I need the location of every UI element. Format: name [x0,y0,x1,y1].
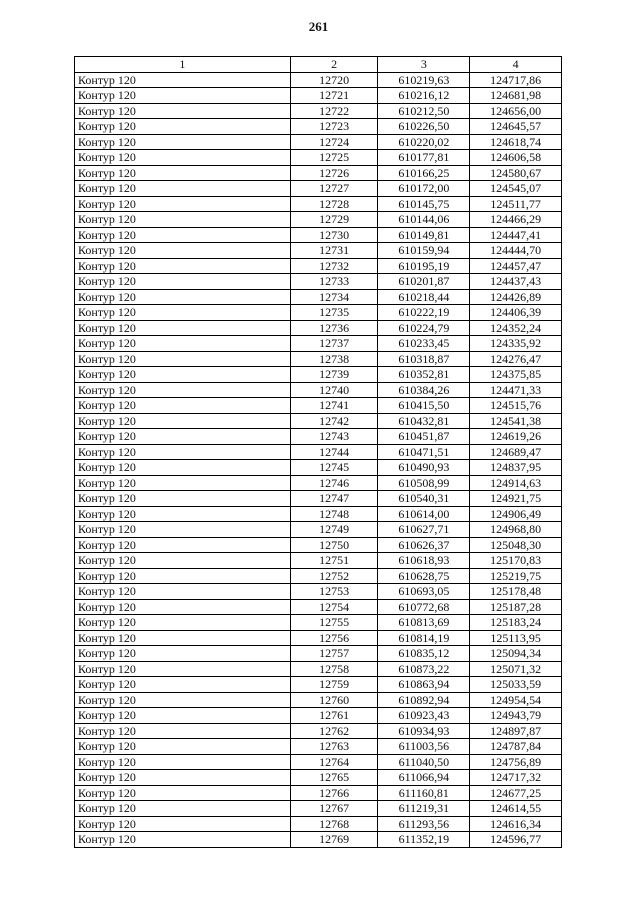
point-number-cell: 12743 [290,429,378,445]
column-header-4: 4 [470,57,562,73]
point-number-cell: 12721 [290,88,378,104]
table-row [75,336,562,352]
table-row [75,708,562,724]
x-coordinate-cell: 610873,22 [378,661,470,677]
point-number-cell: 12753 [290,584,378,600]
x-coordinate-cell: 610892,94 [378,692,470,708]
point-number-cell: 12733 [290,274,378,290]
x-coordinate-cell: 610415,50 [378,398,470,414]
table-row [75,630,562,646]
contour-name-cell: Контур 120 [75,320,291,336]
y-coordinate-cell: 124689,47 [470,444,562,460]
contour-name-cell: Контур 120 [75,382,291,398]
contour-name-cell: Контур 120 [75,429,291,445]
x-coordinate-cell: 610201,87 [378,274,470,290]
contour-name-cell: Контур 120 [75,801,291,817]
point-number-cell: 12737 [290,336,378,352]
table-row [75,460,562,476]
x-coordinate-cell: 610219,63 [378,72,470,88]
table-row [75,568,562,584]
point-number-cell: 12759 [290,677,378,693]
y-coordinate-cell: 125048,30 [470,537,562,553]
point-number-cell: 12728 [290,196,378,212]
contour-name-cell: Контур 120 [75,785,291,801]
x-coordinate-cell: 610626,37 [378,537,470,553]
y-coordinate-cell: 124447,41 [470,227,562,243]
point-number-cell: 12762 [290,723,378,739]
point-number-cell: 12729 [290,212,378,228]
table-row [75,754,562,770]
x-coordinate-cell: 610145,75 [378,196,470,212]
x-coordinate-cell: 611066,94 [378,770,470,786]
y-coordinate-cell: 124511,77 [470,196,562,212]
point-number-cell: 12766 [290,785,378,801]
x-coordinate-cell: 610614,00 [378,506,470,522]
contour-name-cell: Контур 120 [75,584,291,600]
table-row [75,832,562,848]
point-number-cell: 12735 [290,305,378,321]
column-header-1: 1 [75,57,291,73]
y-coordinate-cell: 124606,58 [470,150,562,166]
table-row [75,88,562,104]
contour-name-cell: Контур 120 [75,568,291,584]
point-number-cell: 12758 [290,661,378,677]
x-coordinate-cell: 610772,68 [378,599,470,615]
y-coordinate-cell: 125170,83 [470,553,562,569]
y-coordinate-cell: 125187,28 [470,599,562,615]
contour-name-cell: Контур 120 [75,119,291,135]
table-row [75,599,562,615]
table-row [75,646,562,662]
point-number-cell: 12747 [290,491,378,507]
point-number-cell: 12720 [290,72,378,88]
x-coordinate-cell: 610233,45 [378,336,470,352]
contour-name-cell: Контур 120 [75,88,291,104]
y-coordinate-cell: 124335,92 [470,336,562,352]
y-coordinate-cell: 124457,47 [470,258,562,274]
y-coordinate-cell: 124756,89 [470,754,562,770]
contour-name-cell: Контур 120 [75,351,291,367]
table-row [75,212,562,228]
point-number-cell: 12724 [290,134,378,150]
point-number-cell: 12761 [290,708,378,724]
point-number-cell: 12727 [290,181,378,197]
column-header-3: 3 [378,57,470,73]
y-coordinate-cell: 124677,25 [470,785,562,801]
table-row [75,227,562,243]
point-number-cell: 12752 [290,568,378,584]
contour-name-cell: Контур 120 [75,227,291,243]
point-number-cell: 12742 [290,413,378,429]
point-number-cell: 12736 [290,320,378,336]
x-coordinate-cell: 610628,75 [378,568,470,584]
table-row [75,72,562,88]
x-coordinate-cell: 610814,19 [378,630,470,646]
coordinates-table-body [75,57,562,848]
y-coordinate-cell: 124954,54 [470,692,562,708]
table-row [75,413,562,429]
point-number-cell: 12746 [290,475,378,491]
table-header-row [75,57,562,73]
table-row [75,553,562,569]
contour-name-cell: Контур 120 [75,165,291,181]
x-coordinate-cell: 610693,05 [378,584,470,600]
contour-name-cell: Контур 120 [75,475,291,491]
point-number-cell: 12723 [290,119,378,135]
point-number-cell: 12755 [290,615,378,631]
table-row [75,289,562,305]
y-coordinate-cell: 124787,84 [470,739,562,755]
y-coordinate-cell: 124837,95 [470,460,562,476]
contour-name-cell: Контур 120 [75,150,291,166]
contour-name-cell: Контур 120 [75,723,291,739]
x-coordinate-cell: 610159,94 [378,243,470,259]
table-row [75,320,562,336]
point-number-cell: 12764 [290,754,378,770]
point-number-cell: 12730 [290,227,378,243]
contour-name-cell: Контур 120 [75,336,291,352]
y-coordinate-cell: 124921,75 [470,491,562,507]
table-row [75,692,562,708]
x-coordinate-cell: 610149,81 [378,227,470,243]
point-number-cell: 12725 [290,150,378,166]
contour-name-cell: Контур 120 [75,413,291,429]
x-coordinate-cell: 610226,50 [378,119,470,135]
y-coordinate-cell: 124596,77 [470,832,562,848]
y-coordinate-cell: 124619,26 [470,429,562,445]
x-coordinate-cell: 610222,19 [378,305,470,321]
y-coordinate-cell: 125033,59 [470,677,562,693]
y-coordinate-cell: 124276,47 [470,351,562,367]
y-coordinate-cell: 124580,67 [470,165,562,181]
point-number-cell: 12748 [290,506,378,522]
table-row [75,103,562,119]
point-number-cell: 12731 [290,243,378,259]
table-row [75,243,562,259]
contour-name-cell: Контур 120 [75,72,291,88]
y-coordinate-cell: 124406,39 [470,305,562,321]
contour-name-cell: Контур 120 [75,599,291,615]
table-row [75,506,562,522]
y-coordinate-cell: 125113,95 [470,630,562,646]
y-coordinate-cell: 125219,75 [470,568,562,584]
table-row [75,522,562,538]
point-number-cell: 12768 [290,816,378,832]
x-coordinate-cell: 610490,93 [378,460,470,476]
table-row [75,491,562,507]
contour-name-cell: Контур 120 [75,305,291,321]
contour-name-cell: Контур 120 [75,522,291,538]
page-number: 261 [308,19,329,34]
y-coordinate-cell: 124897,87 [470,723,562,739]
contour-name-cell: Контур 120 [75,708,291,724]
contour-name-cell: Контур 120 [75,243,291,259]
table-row [75,398,562,414]
contour-name-cell: Контур 120 [75,367,291,383]
y-coordinate-cell: 124656,00 [470,103,562,119]
table-row [75,351,562,367]
point-number-cell: 12740 [290,382,378,398]
point-number-cell: 12750 [290,537,378,553]
table-row [75,274,562,290]
x-coordinate-cell: 610224,79 [378,320,470,336]
contour-name-cell: Контур 120 [75,661,291,677]
table-row [75,785,562,801]
table-row [75,801,562,817]
y-coordinate-cell: 124914,63 [470,475,562,491]
y-coordinate-cell: 125183,24 [470,615,562,631]
x-coordinate-cell: 610432,81 [378,413,470,429]
contour-name-cell: Контур 120 [75,289,291,305]
contour-name-cell: Контур 120 [75,196,291,212]
point-number-cell: 12745 [290,460,378,476]
table-row [75,537,562,553]
table-row [75,444,562,460]
x-coordinate-cell: 610195,19 [378,258,470,274]
contour-name-cell: Контур 120 [75,739,291,755]
point-number-cell: 12744 [290,444,378,460]
y-coordinate-cell: 124943,79 [470,708,562,724]
y-coordinate-cell: 124426,89 [470,289,562,305]
x-coordinate-cell: 611293,56 [378,816,470,832]
y-coordinate-cell: 124515,76 [470,398,562,414]
contour-name-cell: Контур 120 [75,677,291,693]
contour-name-cell: Контур 120 [75,537,291,553]
point-number-cell: 12756 [290,630,378,646]
point-number-cell: 12738 [290,351,378,367]
contour-name-cell: Контур 120 [75,832,291,848]
contour-name-cell: Контур 120 [75,258,291,274]
y-coordinate-cell: 124968,80 [470,522,562,538]
x-coordinate-cell: 610172,00 [378,181,470,197]
table-row [75,770,562,786]
y-coordinate-cell: 124352,24 [470,320,562,336]
table-row [75,181,562,197]
contour-name-cell: Контур 120 [75,491,291,507]
table-row [75,367,562,383]
point-number-cell: 12741 [290,398,378,414]
contour-name-cell: Контур 120 [75,553,291,569]
point-number-cell: 12726 [290,165,378,181]
table-row [75,475,562,491]
point-number-cell: 12754 [290,599,378,615]
contour-name-cell: Контур 120 [75,103,291,119]
y-coordinate-cell: 125071,32 [470,661,562,677]
point-number-cell: 12760 [290,692,378,708]
point-number-cell: 12765 [290,770,378,786]
x-coordinate-cell: 611219,31 [378,801,470,817]
y-coordinate-cell: 125178,48 [470,584,562,600]
table-row [75,739,562,755]
point-number-cell: 12734 [290,289,378,305]
y-coordinate-cell: 124375,85 [470,367,562,383]
y-coordinate-cell: 124471,33 [470,382,562,398]
contour-name-cell: Контур 120 [75,754,291,770]
x-coordinate-cell: 611040,50 [378,754,470,770]
y-coordinate-cell: 124466,29 [470,212,562,228]
table-row [75,615,562,631]
x-coordinate-cell: 610384,26 [378,382,470,398]
x-coordinate-cell: 610144,06 [378,212,470,228]
point-number-cell: 12757 [290,646,378,662]
table-row [75,382,562,398]
y-coordinate-cell: 124618,74 [470,134,562,150]
contour-name-cell: Контур 120 [75,460,291,476]
contour-name-cell: Контур 120 [75,770,291,786]
y-coordinate-cell: 125094,34 [470,646,562,662]
point-number-cell: 12767 [290,801,378,817]
table-row [75,584,562,600]
contour-name-cell: Контур 120 [75,816,291,832]
x-coordinate-cell: 610352,81 [378,367,470,383]
table-row [75,661,562,677]
contour-name-cell: Контур 120 [75,692,291,708]
table-row [75,150,562,166]
table-row [75,134,562,150]
contour-name-cell: Контур 120 [75,506,291,522]
x-coordinate-cell: 610618,93 [378,553,470,569]
x-coordinate-cell: 610863,94 [378,677,470,693]
point-number-cell: 12763 [290,739,378,755]
x-coordinate-cell: 610835,12 [378,646,470,662]
point-number-cell: 12739 [290,367,378,383]
y-coordinate-cell: 124614,55 [470,801,562,817]
contour-name-cell: Контур 120 [75,274,291,290]
table-row [75,196,562,212]
x-coordinate-cell: 610177,81 [378,150,470,166]
y-coordinate-cell: 124645,57 [470,119,562,135]
x-coordinate-cell: 610923,43 [378,708,470,724]
contour-name-cell: Контур 120 [75,630,291,646]
column-header-2: 2 [290,57,378,73]
x-coordinate-cell: 610451,87 [378,429,470,445]
y-coordinate-cell: 124616,34 [470,816,562,832]
table-row [75,816,562,832]
contour-name-cell: Контур 120 [75,134,291,150]
point-number-cell: 12732 [290,258,378,274]
point-number-cell: 12749 [290,522,378,538]
x-coordinate-cell: 610220,02 [378,134,470,150]
x-coordinate-cell: 610166,25 [378,165,470,181]
table-row [75,429,562,445]
x-coordinate-cell: 610212,50 [378,103,470,119]
table-row [75,258,562,274]
y-coordinate-cell: 124541,38 [470,413,562,429]
x-coordinate-cell: 610508,99 [378,475,470,491]
y-coordinate-cell: 124681,98 [470,88,562,104]
contour-name-cell: Контур 120 [75,646,291,662]
table-row [75,305,562,321]
x-coordinate-cell: 610471,51 [378,444,470,460]
y-coordinate-cell: 124717,32 [470,770,562,786]
x-coordinate-cell: 610540,31 [378,491,470,507]
contour-name-cell: Контур 120 [75,398,291,414]
point-number-cell: 12722 [290,103,378,119]
table-row [75,119,562,135]
table-row [75,677,562,693]
coordinates-table [74,56,562,848]
x-coordinate-cell: 611003,56 [378,739,470,755]
y-coordinate-cell: 124444,70 [470,243,562,259]
contour-name-cell: Контур 120 [75,212,291,228]
x-coordinate-cell: 611160,81 [378,785,470,801]
y-coordinate-cell: 124545,07 [470,181,562,197]
y-coordinate-cell: 124437,43 [470,274,562,290]
point-number-cell: 12769 [290,832,378,848]
table-row [75,165,562,181]
x-coordinate-cell: 610216,12 [378,88,470,104]
x-coordinate-cell: 610318,87 [378,351,470,367]
x-coordinate-cell: 611352,19 [378,832,470,848]
x-coordinate-cell: 610218,44 [378,289,470,305]
contour-name-cell: Контур 120 [75,444,291,460]
y-coordinate-cell: 124906,49 [470,506,562,522]
contour-name-cell: Контур 120 [75,615,291,631]
y-coordinate-cell: 124717,86 [470,72,562,88]
x-coordinate-cell: 610934,93 [378,723,470,739]
table-row [75,723,562,739]
contour-name-cell: Контур 120 [75,181,291,197]
x-coordinate-cell: 610627,71 [378,522,470,538]
point-number-cell: 12751 [290,553,378,569]
x-coordinate-cell: 610813,69 [378,615,470,631]
